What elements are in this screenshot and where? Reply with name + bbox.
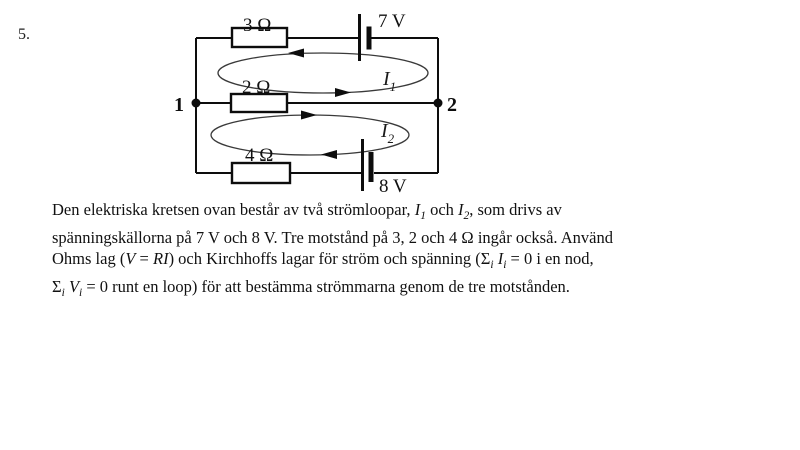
loop2-bottom-arrow-icon — [321, 150, 337, 159]
battery-7v-label: 7 V — [378, 11, 406, 32]
battery-8v-short-plate — [369, 152, 374, 182]
problem-statement-line-4: $\Sigma_i$ $V_i = 0$ runt en loop) för att bestämma strömmarna genom de tre motstånden. — [52, 277, 570, 299]
resistor-2ohm-label: 2 Ω — [242, 77, 271, 98]
resistor-3ohm-label: 3 Ω — [243, 15, 272, 36]
loop2-current-label: $I_2$ — [381, 120, 395, 146]
node-2-label: 2 — [447, 94, 457, 116]
node-1-dot — [192, 99, 201, 108]
loop1-top-arrow-icon — [288, 49, 304, 58]
problem-statement — [52, 199, 652, 304]
battery-7v-short-plate — [367, 27, 372, 50]
loop1-current-label: $I_1$ — [383, 68, 397, 94]
battery-7v-long-plate — [358, 14, 361, 61]
loop1-bottom-arrow-icon — [335, 88, 351, 97]
resistor-4ohm-label: 4 Ω — [245, 145, 274, 166]
node-1-label: 1 — [174, 94, 184, 116]
problem-number: 5. — [18, 26, 30, 43]
problem-statement-line-2: spänningskällorna på 7 V och 8 V. Tre motstånd på 3, 2 och 4 Ω ingår också. Använd — [52, 228, 613, 247]
battery-8v-long-plate — [361, 139, 364, 191]
loop2-top-arrow-icon — [301, 111, 317, 120]
node-2-dot — [434, 99, 443, 108]
battery-8v-label: 8 V — [379, 176, 407, 197]
problem-statement-line-1: Den elektriska kretsen ovan består av två strömloopar, $I_1$ och $I_2$, som drivs av — [52, 200, 562, 222]
problem-statement-line-3: Ohms lag (V = RI) och Kirchhoffs lagar för ström och spänning ($\Sigma_i$ $I_i = 0$ i en nod, — [52, 249, 594, 271]
loop2-ellipse — [211, 115, 409, 155]
resistor-4ohm — [232, 163, 290, 183]
circuit-diagram — [0, 0, 800, 200]
